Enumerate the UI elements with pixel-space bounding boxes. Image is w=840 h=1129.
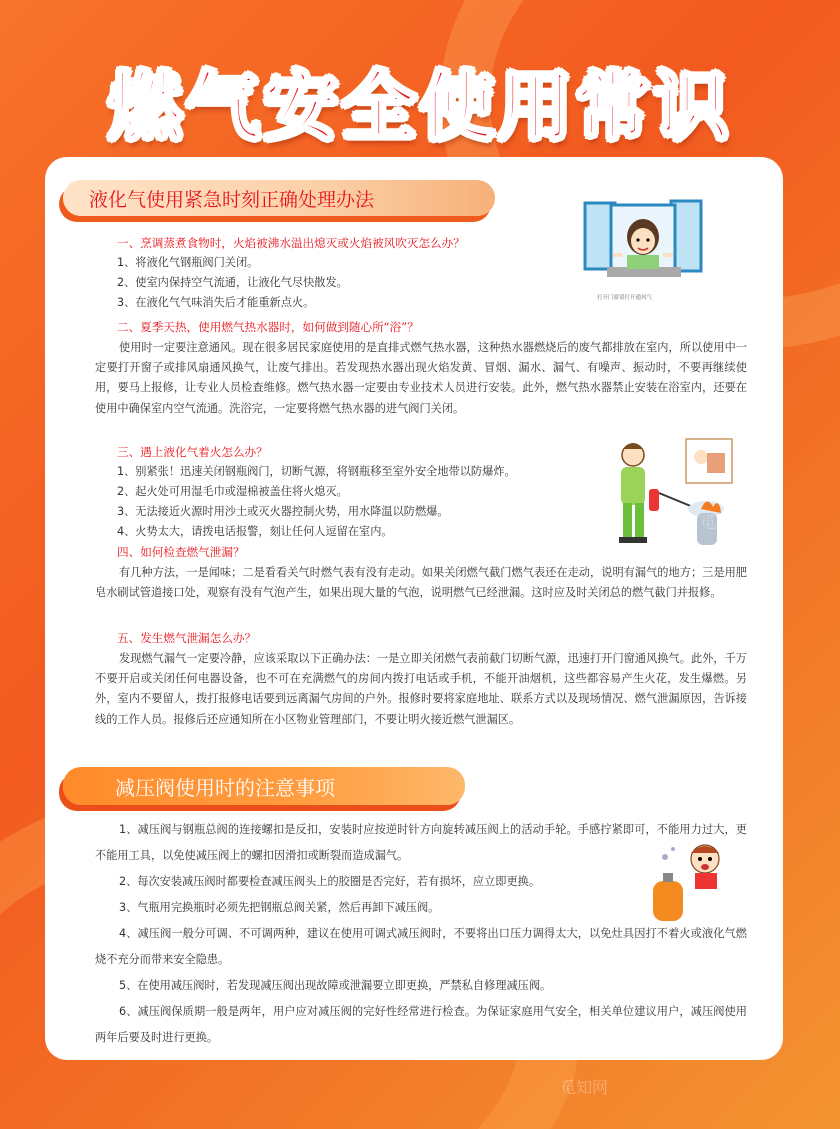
- q1-item: 3、在液化气气味消失后才能重新点火。: [117, 296, 315, 309]
- q4-heading: 四、如何检查燃气泄漏？: [117, 545, 245, 559]
- watermark: 觅知网: [700, 513, 749, 532]
- section1-banner: [63, 180, 495, 216]
- q3-heading: 三、遇上液化气着火怎么办？: [117, 445, 268, 459]
- content-card: [45, 157, 783, 1060]
- s2-item: 1、减压阀与钢瓶总阀的连接螺扣是反扣，安装时应按逆时针方向旋转减压阀上的活动手轮。手感拧紧即可，不能用力过大，更不能用工具，以免使减压阀上的螺扣因滑扣或断裂而造成漏气。: [95, 823, 747, 862]
- s2-item: 6、减压阀保质期一般是两年，用户应对减压阀的完好性经常进行检查。为保证家庭用气安全，相关单位建议用户，减压阀使用两年后要及时进行更换。: [95, 1005, 747, 1044]
- q5-heading: 五、发生燃气泄漏怎么办？: [117, 631, 257, 645]
- q2-text: 使用时一定要注意通风。现在很多居民家庭使用的是直排式燃气热水器，这种热水器燃烧后的废气都排放在室内，所以使用中一定要打开窗子或排风扇通风换气，让废气排出。若发现热水器出现火焰发黄、冒烟、漏水、漏气、有噪声、振动时，不要再继续使用，要马上报修，让专业人员检查维修。燃气热水器一定要由专业技术人员进行安装。此外，燃气热水器禁止安装在浴室内，还要在使用中确保室内空气流通。洗浴完，一定要将燃气热水器的进气阀门关闭。: [95, 341, 747, 415]
- q1-block: [117, 233, 587, 313]
- s2-item: 5、在使用减压阀时，若发现减压阀出现故障或泄漏要立即更换，严禁私自修理减压阀。: [119, 979, 552, 992]
- page-title: 燃气安全使用常识: [108, 64, 732, 150]
- s2-item: 4、减压阀一般分可调、不可调两种，建议在使用可调式减压阀时，不要将出口压力调得太大，以免灶具因打不着火或液化气燃烧不充分而带来安全隐患。: [95, 927, 747, 966]
- q2-block: [117, 317, 749, 337]
- s2-item: 3、气瓶用完换瓶时必须先把钢瓶总阀关紧，然后再卸下减压阀。: [119, 901, 440, 914]
- q3-item: 4、火势太大，请拨电话报警，刻让任何人逗留在室内。: [117, 525, 393, 538]
- section1-heading: 液化气使用紧急时刻正确处理办法: [89, 189, 375, 211]
- q1-item: 2、使室内保持空气流通，让液化气尽快散发。: [117, 276, 348, 289]
- q5-block: [117, 628, 749, 648]
- watermark: 觅知网: [560, 1078, 609, 1097]
- q1-item: 1、将液化气钢瓶阀门关闭。: [117, 256, 259, 269]
- q3-item: 3、无法接近火源时用沙土或灭火器控制火势，用水降温以防燃爆。: [117, 505, 449, 518]
- q4-text: 有几种方法，一是闻味；二是看看关气时燃气表有没有走动。如果关闭燃气截门燃气表还在走动，说明有漏气的地方；三是用肥皂水刷试管道接口处，观察有没有气泡产生，如果出现大量的气泡，说明燃气已经泄漏。这时应及时关闭总的燃气截门并报修。: [95, 566, 747, 600]
- watermark: 觅知网: [90, 908, 139, 927]
- q2-heading: 二、夏季天热，使用燃气热水器时，如何做到随心所“浴”？: [117, 320, 419, 334]
- q4-text-block: [95, 563, 747, 603]
- extinguisher-icon: [611, 437, 736, 557]
- fire-extinguisher-illustration: [611, 437, 736, 557]
- watermark: 觅知网: [700, 908, 749, 927]
- watermark: 觅知网: [555, 275, 604, 294]
- q5-text-block: [95, 649, 747, 730]
- q1-heading: 一、烹调蒸煮食物时，火焰被沸水溢出熄灭或火焰被风吹灭怎么办？: [117, 236, 465, 250]
- q3-item: 2、起火处可用湿毛巾或湿棉被盖住将火熄灭。: [117, 485, 348, 498]
- watermark: 觅知网: [90, 513, 139, 532]
- s2-item: 2、每次安装减压阀时都要检查减压阀头上的胶圈是否完好，若有损坏，应立即更换。: [119, 875, 541, 888]
- q5-text: 发现燃气漏气一定要冷静，应该采取以下正确办法：一是立即关闭燃气表前截门切断气源，迅速打开门窗通风换气。此外，千万不要开启或关闭任何电器设备，也不可在充满燃气的房间内拨打电话或手机，不能开油烟机，这些都容易产生火花，发生爆燃。另外，室内不要留人，拨打报修电话要到远离漏气房间的户外。报修时要将家庭地址、联系方式以及现场情况、燃气泄漏原因，告诉接线的工作人员。报修后还应通知所在小区物业管理部门，不要让明火接近燃气泄漏区。: [95, 652, 747, 726]
- window-caption: 打开门窗请打开通风气: [597, 295, 653, 301]
- q2-text-block: [95, 338, 747, 419]
- section2-heading: 减压阀使用时的注意事项: [115, 776, 335, 800]
- q3-item: 1、别紧张！迅速关闭钢瓶阀门，切断气源，将钢瓶移至室外安全地带以防爆炸。: [117, 465, 516, 478]
- q3-block: [117, 442, 597, 562]
- section2-banner: [63, 767, 465, 805]
